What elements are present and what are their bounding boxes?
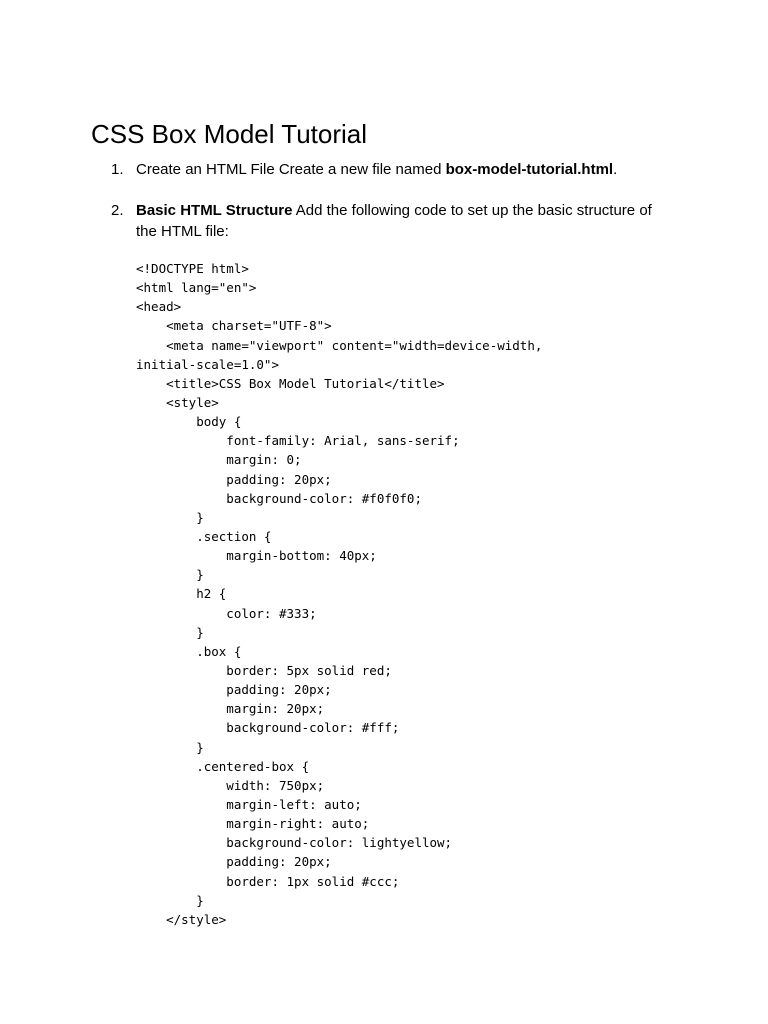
code-line: background-color: #f0f0f0; [136, 490, 422, 506]
code-line: .box { [136, 643, 242, 659]
code-line: <meta charset="UTF-8"> [136, 318, 332, 334]
step-2-text [136, 200, 676, 242]
code-line: <style> [136, 394, 219, 410]
document-title: CSS Box Model Tutorial [91, 119, 368, 149]
code-line: background-color: lightyellow; [136, 835, 453, 851]
step-1-filename: box-model-tutorial.html [445, 161, 614, 178]
code-line: padding: 20px; [136, 682, 332, 698]
code-line: .section { [136, 528, 272, 544]
code-line: </style> [136, 911, 227, 927]
code-line: padding: 20px; [136, 471, 332, 487]
code-line: margin: 20px; [136, 701, 325, 717]
code-line: border: 1px solid #ccc; [136, 873, 400, 889]
code-line: <html lang="en"> [136, 280, 257, 296]
code-line: body { [136, 414, 242, 430]
step-2-heading: Basic HTML Structure [136, 202, 293, 219]
step-1-text [136, 159, 676, 180]
code-line: width: 750px; [136, 777, 325, 793]
step-1-suffix: . [613, 161, 618, 178]
code-line: } [136, 892, 204, 908]
code-line: margin-bottom: 40px; [136, 548, 377, 564]
code-line: } [136, 509, 204, 525]
step-1-number: 1. [111, 161, 124, 178]
code-line: margin-left: auto; [136, 796, 362, 812]
code-line: padding: 20px; [136, 854, 332, 870]
code-line: } [136, 624, 204, 640]
code-line: } [136, 739, 204, 755]
code-line: margin: 0; [136, 452, 302, 468]
code-line: border: 5px solid red; [136, 662, 392, 678]
code-line: font-family: Arial, sans-serif; [136, 433, 460, 449]
code-line: <!DOCTYPE html> [136, 261, 249, 276]
code-line: <head> [136, 299, 182, 315]
code-line: <meta name="viewport" content="width=device-width, [136, 337, 543, 353]
code-line: margin-right: auto; [136, 816, 370, 832]
code-line: } [136, 567, 204, 583]
step-1-body: Create an HTML File Create a new file named [136, 161, 446, 178]
code-line: initial-scale=1.0"> [136, 356, 279, 372]
code-line: <title>CSS Box Model Tutorial</title> [136, 375, 445, 391]
step-2-body: Add the following code to set up the basic structure of the HTML file: [136, 202, 652, 240]
code-block [136, 259, 542, 929]
code-line: background-color: #fff; [136, 720, 400, 736]
code-line: .centered-box { [136, 758, 310, 774]
step-2-number: 2. [111, 202, 124, 219]
code-line: color: #333; [136, 605, 317, 621]
code-line: h2 { [136, 586, 227, 602]
